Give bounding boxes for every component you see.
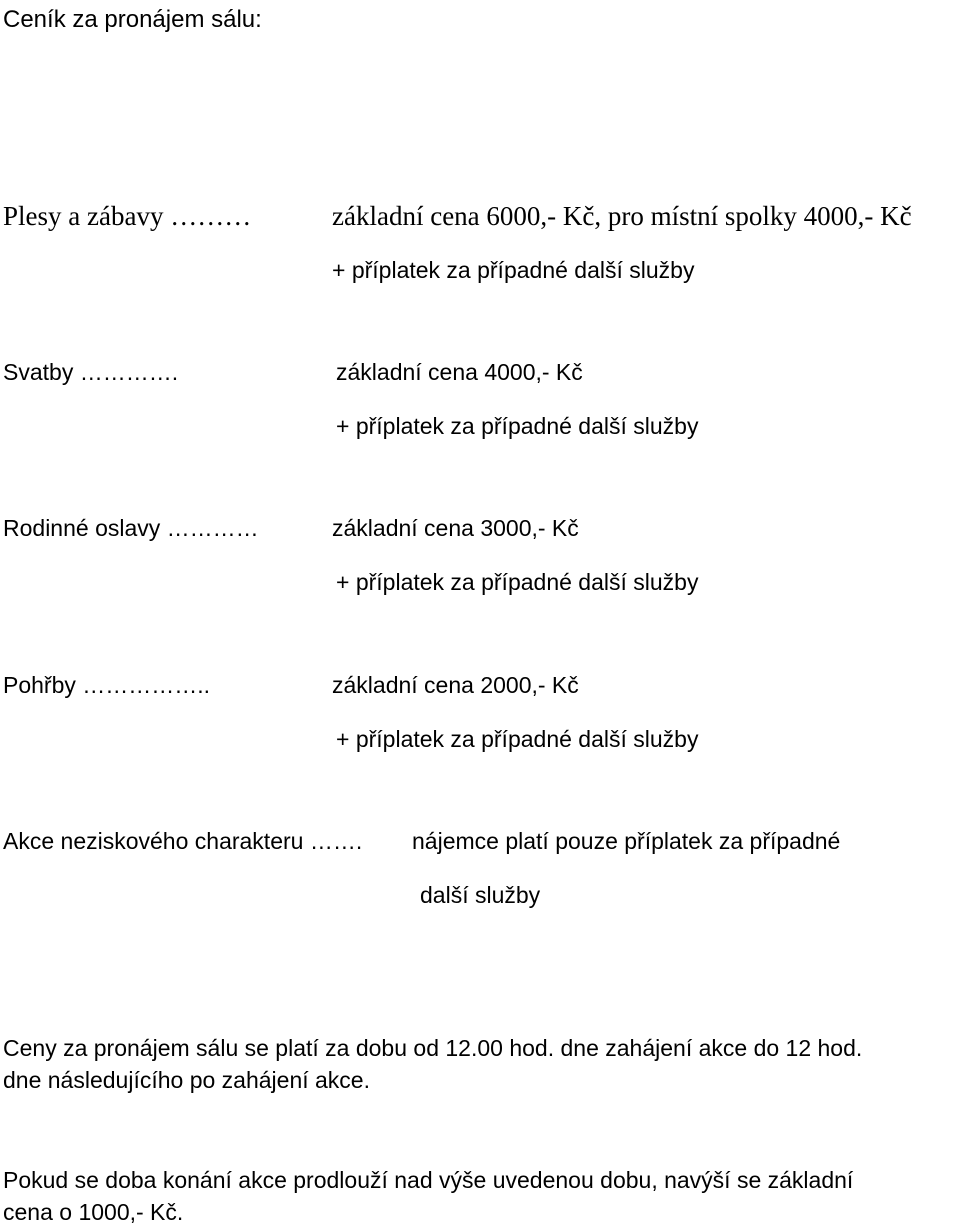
item-name: Akce neziskového charakteru	[3, 828, 304, 854]
item-label-line	[3, 512, 259, 544]
page-title: Ceník za pronájem sálu:	[3, 6, 262, 33]
item-extra: + příplatek za případné další služby	[336, 569, 699, 595]
item-dots: …….	[309, 828, 363, 854]
item-dots: ………	[170, 201, 252, 231]
item-extra: + příplatek za případné další služby	[336, 726, 699, 752]
item-label-line	[3, 200, 251, 232]
item-name: Rodinné oslavy	[3, 515, 161, 541]
note-line: dne následujícího po zahájení akce.	[3, 1067, 370, 1093]
item-label-line	[3, 356, 178, 388]
item-name: Plesy a zábavy	[3, 201, 164, 231]
item-dots: ………….	[79, 359, 179, 385]
item-extra: + příplatek za případné další služby	[336, 413, 699, 439]
item-price: základní cena 4000,- Kč	[336, 359, 583, 385]
item-price: základní cena 3000,- Kč	[332, 515, 579, 541]
note-line: Ceny za pronájem sálu se platí za dobu od 12.00 hod. dne zahájení akce do 12 hod.	[3, 1035, 863, 1061]
item-price: nájemce platí pouze příplatek za případné	[412, 828, 841, 854]
item-name: Svatby	[3, 359, 74, 385]
item-extra: další služby	[420, 882, 541, 908]
item-dots: ……………..	[82, 672, 211, 698]
item-dots: …………	[166, 515, 259, 541]
item-label-line	[3, 825, 362, 857]
item-price: základní cena 6000,- Kč, pro místní spolky 4000,- Kč	[332, 201, 912, 231]
item-price: základní cena 2000,- Kč	[332, 672, 579, 698]
note-line: Pokud se doba konání akce prodlouží nad výše uvedenou dobu, navýší se základní	[3, 1167, 854, 1193]
item-name: Pohřby	[3, 672, 76, 698]
item-label-line	[3, 669, 210, 701]
note-line: cena o 1000,- Kč.	[3, 1199, 184, 1225]
item-extra: + příplatek za případné další služby	[332, 257, 695, 283]
